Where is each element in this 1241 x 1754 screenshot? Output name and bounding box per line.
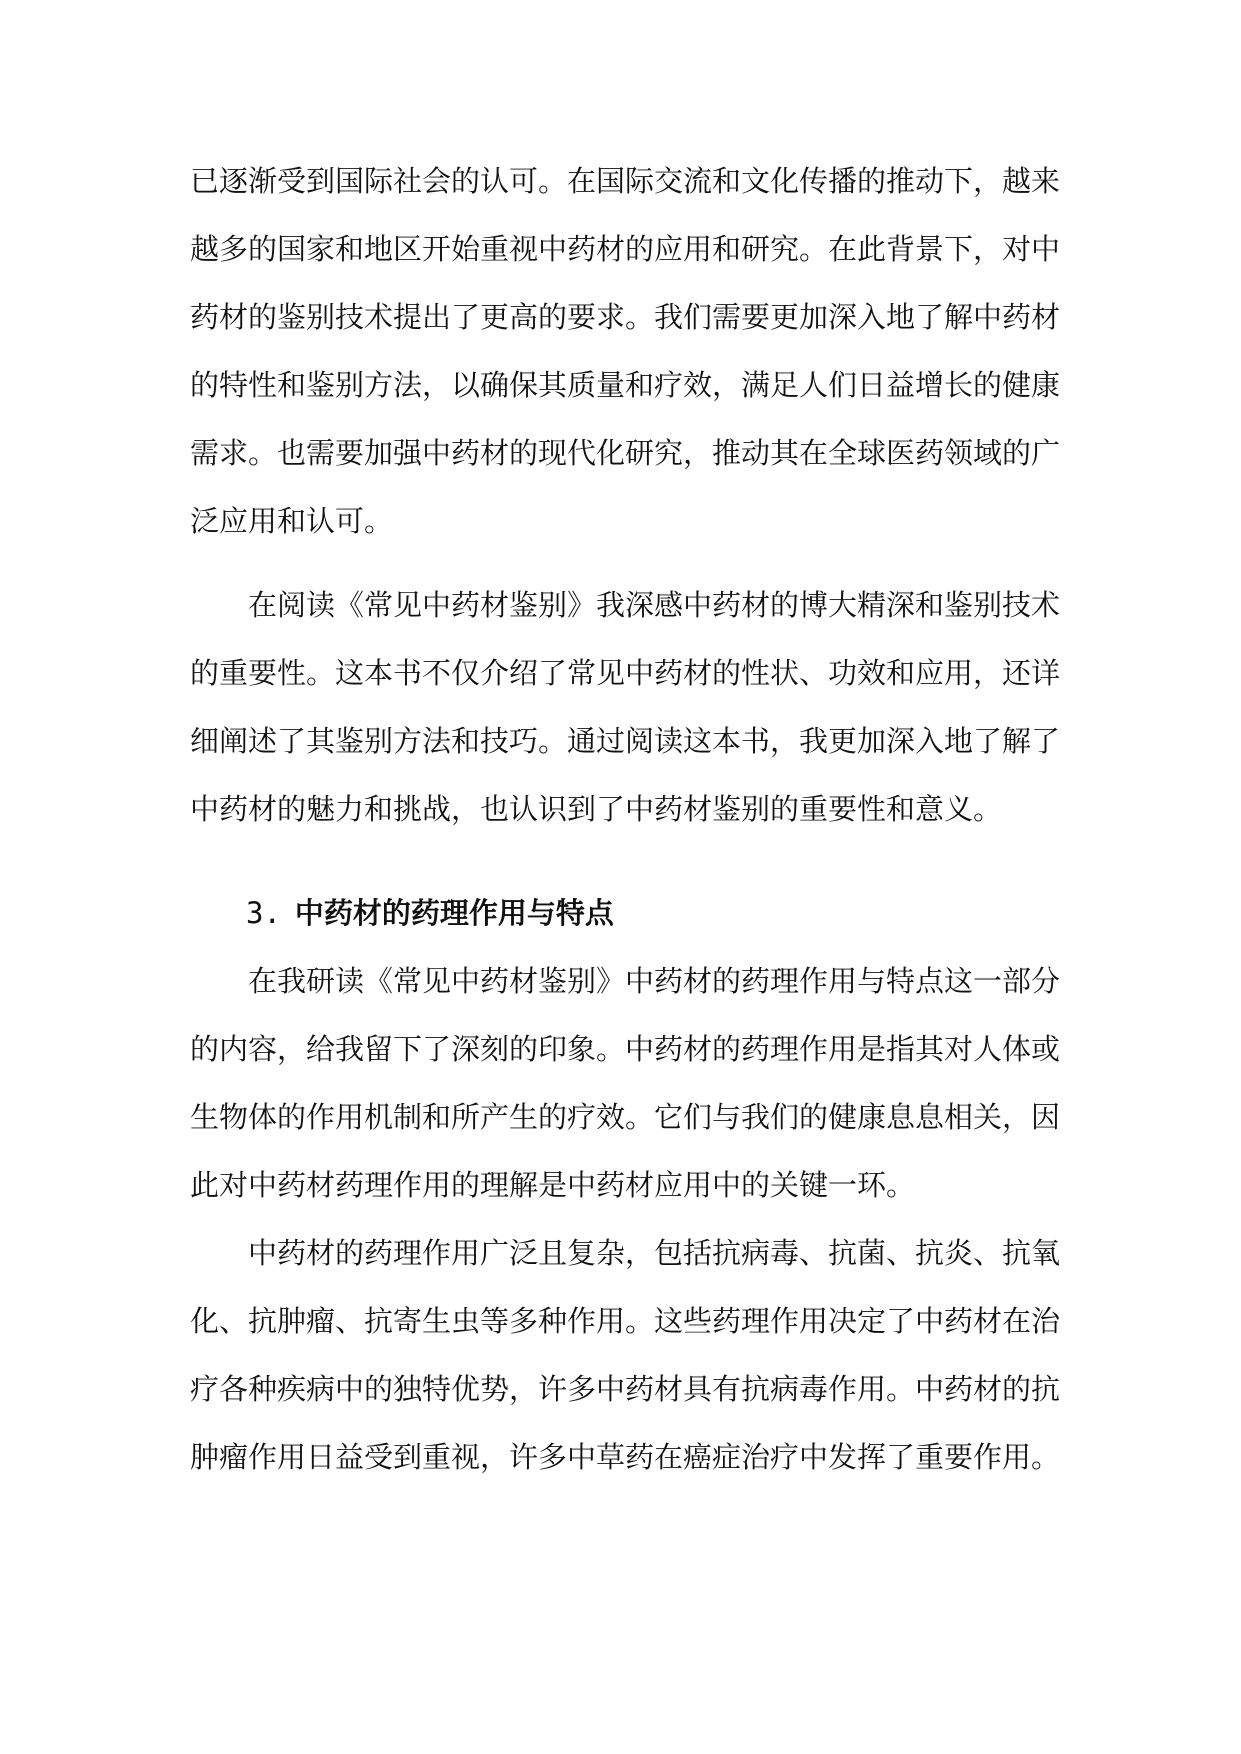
text-line: 疗各种疾病中的独特优势，许多中药材具有抗病毒作用。中药材的抗 xyxy=(190,1372,1061,1406)
text-line: 细阐述了其鉴别方法和技巧。通过阅读这本书，我更加深入地了解了 xyxy=(190,724,1061,758)
text-line: 中药材的药理作用广泛且复杂，包括抗病毒、抗菌、抗炎、抗氧 xyxy=(248,1236,1061,1270)
text-line: 泛应用和认可。 xyxy=(190,504,394,538)
text-line: 药材的鉴别技术提出了更高的要求。我们需要更加深入地了解中药材 xyxy=(190,300,1061,334)
text-line: 的特性和鉴别方法，以确保其质量和疗效，满足人们日益增长的健康 xyxy=(190,368,1061,402)
text-line: 在我研读《常见中药材鉴别》中药材的药理作用与特点这一部分 xyxy=(248,964,1061,998)
paragraph-pharmacology-effects xyxy=(190,1219,1061,1491)
text-line: 化、抗肿瘤、抗寄生虫等多种作用。这些药理作用决定了中药材在治 xyxy=(190,1304,1061,1338)
text-line: 需求。也需要加强中药材的现代化研究，推动其在全球医药领域的广 xyxy=(190,436,1061,470)
text-line: 生物体的作用机制和所产生的疗效。它们与我们的健康息息相关，因 xyxy=(190,1100,1061,1134)
text-line: 的内容，给我留下了深刻的印象。中药材的药理作用是指其对人体或 xyxy=(190,1032,1061,1066)
text-line: 在阅读《常见中药材鉴别》我深感中药材的博大精深和鉴别技术 xyxy=(248,588,1061,622)
text-line: 已逐渐受到国际社会的认可。在国际交流和文化传播的推动下，越来 xyxy=(190,164,1061,198)
text-line: 肿瘤作用日益受到重视，许多中草药在癌症治疗中发挥了重要作用。 xyxy=(190,1440,1061,1474)
text-line: 此对中药材药理作用的理解是中药材应用中的关键一环。 xyxy=(190,1168,916,1202)
text-line: 的重要性。这本书不仅介绍了常见中药材的性状、功效和应用，还详 xyxy=(190,656,1061,690)
document-page xyxy=(190,147,1061,1491)
text-line: 越多的国家和地区开始重视中药材的应用和研究。在此背景下，对中 xyxy=(190,232,1061,266)
paragraph-international-recognition xyxy=(190,147,1061,555)
section-number: 3. xyxy=(246,896,281,930)
text-line: 中药材的魅力和挑战，也认识到了中药材鉴别的重要性和意义。 xyxy=(190,792,1003,826)
paragraph-reading-reflection xyxy=(190,571,1061,843)
section-heading xyxy=(190,879,1052,947)
paragraph-pharmacology-intro xyxy=(190,947,1061,1219)
section-title: 中药材的药理作用与特点 xyxy=(294,896,614,930)
